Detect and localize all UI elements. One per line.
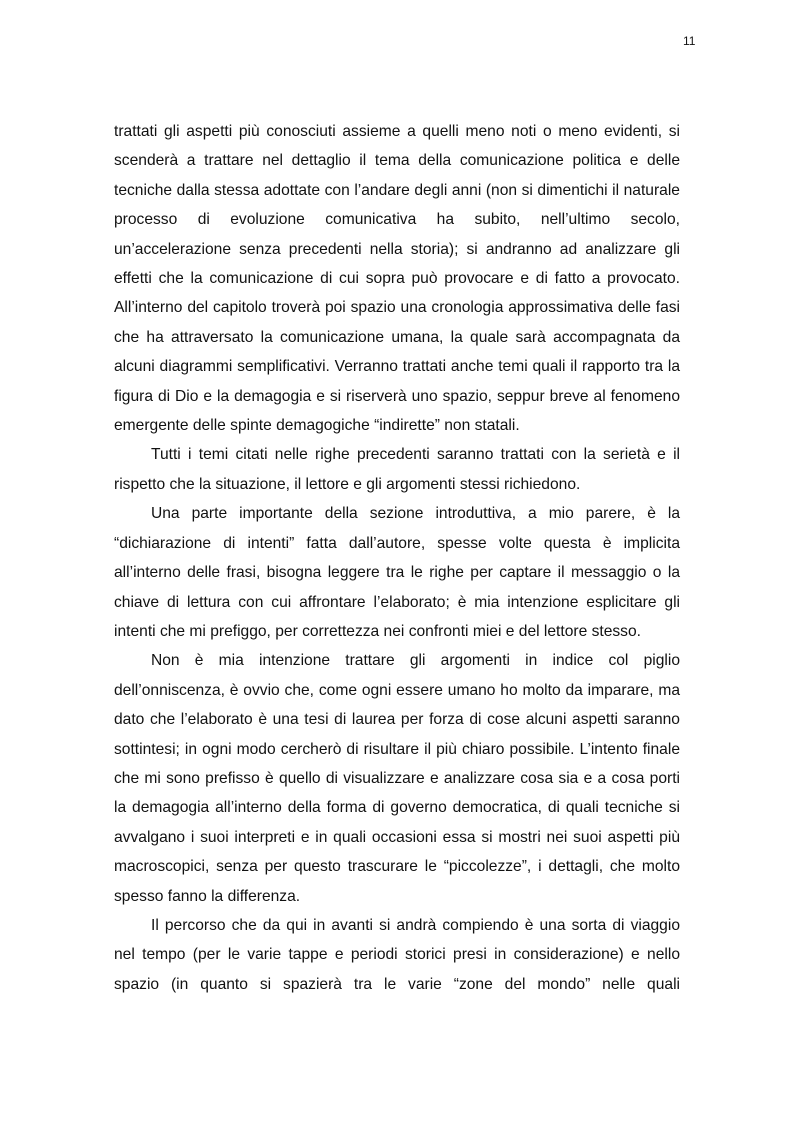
body-text	[114, 117, 680, 999]
paragraph-4: Non è mia intenzione trattare gli argomenti in indice col piglio dell’onniscenza, è ovvio che, come ogni essere umano ho molto da imparare, ma dato che l’elaborato è una tesi di laurea per forza di cose alcuni aspetti saranno sottintesi; in ogni modo cercherò di risultare il più chiaro possibile. L’intento finale che mi sono prefisso è quello di visualizzare e analizzare cosa sia e a cosa porti la demagogia all’interno della forma di governo democratica, di quali tecniche si avvalgano i suoi interpreti e in quali occasioni essa si mostri nei suoi aspetti più macroscopici, senza per questo trascurare le “piccolezze”, i dettagli, che molto spesso fanno la differenza.	[114, 652, 680, 905]
page-number: 11	[683, 34, 696, 48]
paragraph-1: trattati gli aspetti più conosciuti assieme a quelli meno noti o meno evidenti, si scenderà a trattare nel dettaglio il tema della comunicazione politica e delle tecniche dalla stessa adottate con l’andare degli anni (non si dimentichi il naturale processo di evoluzione comunicativa ha subito, nell’ultimo secolo, un’accelerazione senza precedenti nella storia); si andranno ad analizzare gli effetti che la comunicazione di cui sopra può provocare e di fatto a provocato. All’interno del capitolo troverà poi spazio una cronologia approssimativa delle fasi che ha attraversato la comunicazione umana, la quale sarà accompagnata da alcuni diagrammi semplificativi. Verranno trattati anche temi quali il rapporto tra la figura di Dio e la demagogia e si riserverà uno spazio, seppur breve al fenomeno emergente delle spinte demagogiche “indirette” non statali.	[114, 123, 680, 435]
paragraph-2: Tutti i temi citati nelle righe precedenti saranno trattati con la serietà e il rispetto che la situazione, il lettore e gli argomenti stessi richiedono.	[114, 446, 680, 493]
paragraph-3: Una parte importante della sezione introduttiva, a mio parere, è la “dichiarazione di intenti” fatta dall’autore, spesse volte questa è implicita all’interno delle frasi, bisogna leggere tra le righe per captare il messaggio o la chiave di lettura con cui affrontare l’elaborato; è mia intenzione esplicitare gli intenti che mi prefiggo, per correttezza nei confronti miei e del lettore stesso.	[114, 505, 680, 640]
paragraph-5: Il percorso che da qui in avanti si andrà compiendo è una sorta di viaggio nel tempo (per le varie tappe e periodi storici presi in considerazione) e nello spazio (in quanto si spazierà tra le varie “zone del mondo” nelle quali	[114, 916, 680, 993]
